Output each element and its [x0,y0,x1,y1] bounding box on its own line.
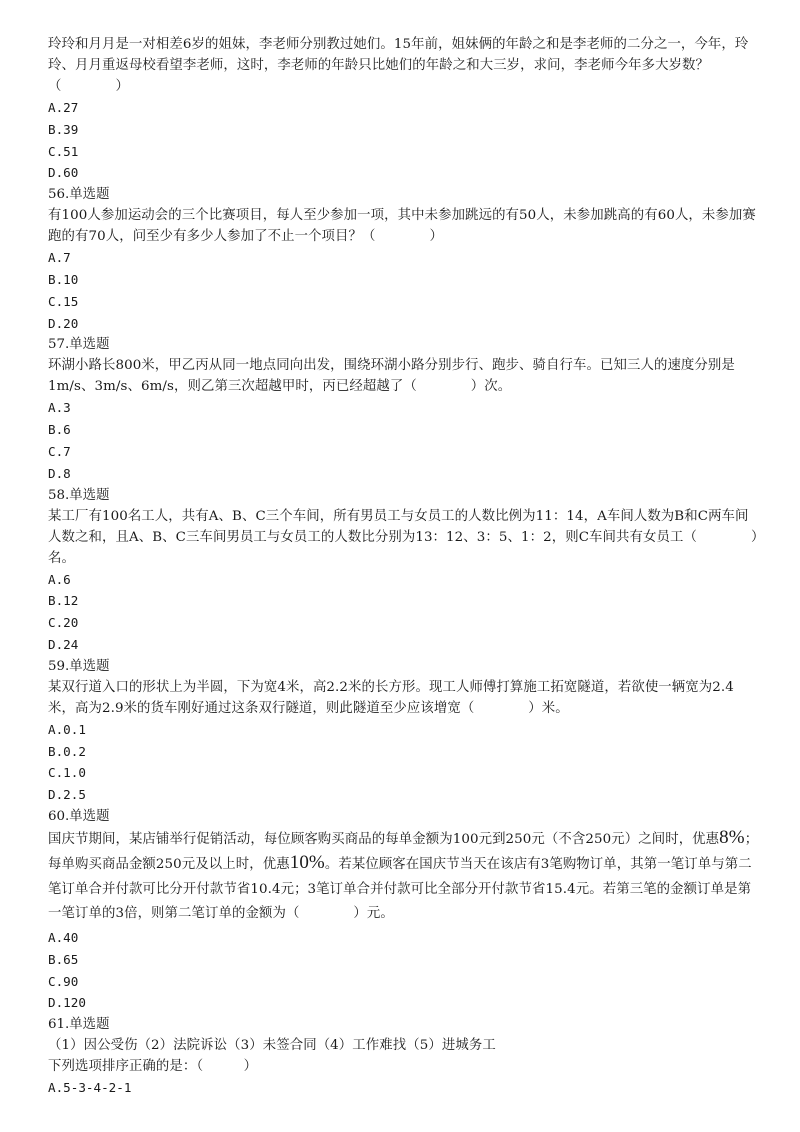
option-d: D.20 [48,315,79,331]
question-55 [48,34,760,184]
option-a: A.6 [48,571,71,587]
option-b: B.65 [48,951,79,967]
question-header: 56.单选题 [48,187,110,203]
question-stem: 环湖小路长800米，甲乙丙从同一地点同向出发，围绕环湖小路分别步行、跑步、骑自行车。已知三人的速度分别是1m/s、3m/s、6m/s，则乙第三次超越甲时，丙已经超越了（ ）次。 [48,358,735,395]
question-stem: 某工厂有100名工人，共有A、B、C三个车间，所有男员工与女员工的人数比例为11：14，A车间人数为B和C两车间人数之和，且A、B、C三车间男员工与女员工的人数比分别为13：12、3：5、1：2，则C车间共有女员工（ ）名。 [48,508,758,566]
question-stem: 下列选项排序正确的是：（ ） [48,1059,258,1075]
option-c: C.90 [48,973,79,989]
option-b: B.10 [48,271,79,287]
question-60 [48,806,760,1014]
option-a: A.40 [48,929,79,945]
question-stem: 玲玲和月月是一对相差6岁的姐妹，李老师分别教过她们。15年前，姐妹俩的年龄之和是李老师的二分之一，今年，玲玲、月月重返母校看望李老师，这时，李老师的年龄只比她们的年龄之和大三岁，求问，李老师今年多大岁数？（ ） [48,37,749,94]
option-b: B.12 [48,593,79,609]
option-c: C.51 [48,143,79,159]
option-c: C.1.0 [48,765,86,781]
option-d: D.8 [48,465,71,481]
option-d: D.2.5 [48,787,86,803]
option-a: A.27 [48,100,79,115]
discount-8-percent: 8% [719,826,745,848]
discount-10-percent: 10% [289,852,325,874]
option-b: B.6 [48,422,71,438]
question-header: 60.单选题 [48,808,110,824]
question-header: 57.单选题 [48,337,110,353]
option-d: D.24 [48,636,79,652]
option-c: C.20 [48,615,79,631]
question-stem: 有100人参加运动会的三个比赛项目，每人至少参加一项，其中未参加跳远的有50人，未参加跳高的有60人，未参加赛跑的有70人，问至少有多少人参加了不止一个项目？（ ） [48,208,756,245]
stem-text: 。若某位顾客在国庆节当天在该店有3笔购物订单，其第一笔订单与第二笔订单合并付款可比分开付款节省10.4元；3笔订单合并付款可比全部分开付款节省15.4元。若第三笔的金额订单是第一笔订单的3倍，则第二笔订单的金额为（ ）元。 [48,857,752,922]
option-c: C.15 [48,293,79,309]
question-58 [48,485,760,656]
question-stem [48,827,760,927]
option-a: A.5-3-4-2-1 [48,1080,132,1096]
option-a: A.7 [48,250,71,266]
question-57 [48,334,760,484]
option-d: D.120 [48,995,86,1011]
exam-page [48,34,760,1099]
option-a: A.3 [48,400,71,416]
question-header: 59.单选题 [48,658,110,674]
option-b: B.0.2 [48,743,86,759]
option-a: A.0.1 [48,721,86,737]
option-d: D.60 [48,165,79,181]
option-c: C.7 [48,443,71,459]
question-items: （1）因公受伤（2）法院诉讼（3）未签合同（4）工作难找（5）进城务工 [48,1038,496,1054]
stem-text: ；每单购买商品金额250元及以上时，优惠 [48,831,759,873]
question-stem: 某双行道入口的形状上为半圆，下为宽4米，高2.2米的长方形。现工人师傅打算施工拓宽隧道，若欲使一辆宽为2.4米，高为2.9米的货车刚好通过这条双行隧道，则此隧道至少应该增宽（ ）米。 [48,679,734,716]
question-61 [48,1014,760,1099]
stem-text: 国庆节期间，某店铺举行促销活动，每位顾客购买商品的每单金额为100元到250元（不含250元）之间时，优惠 [48,831,720,847]
option-b: B.39 [48,121,79,137]
question-59 [48,656,760,806]
question-header: 61.单选题 [48,1017,110,1033]
question-header: 58.单选题 [48,487,110,503]
question-56 [48,184,760,334]
